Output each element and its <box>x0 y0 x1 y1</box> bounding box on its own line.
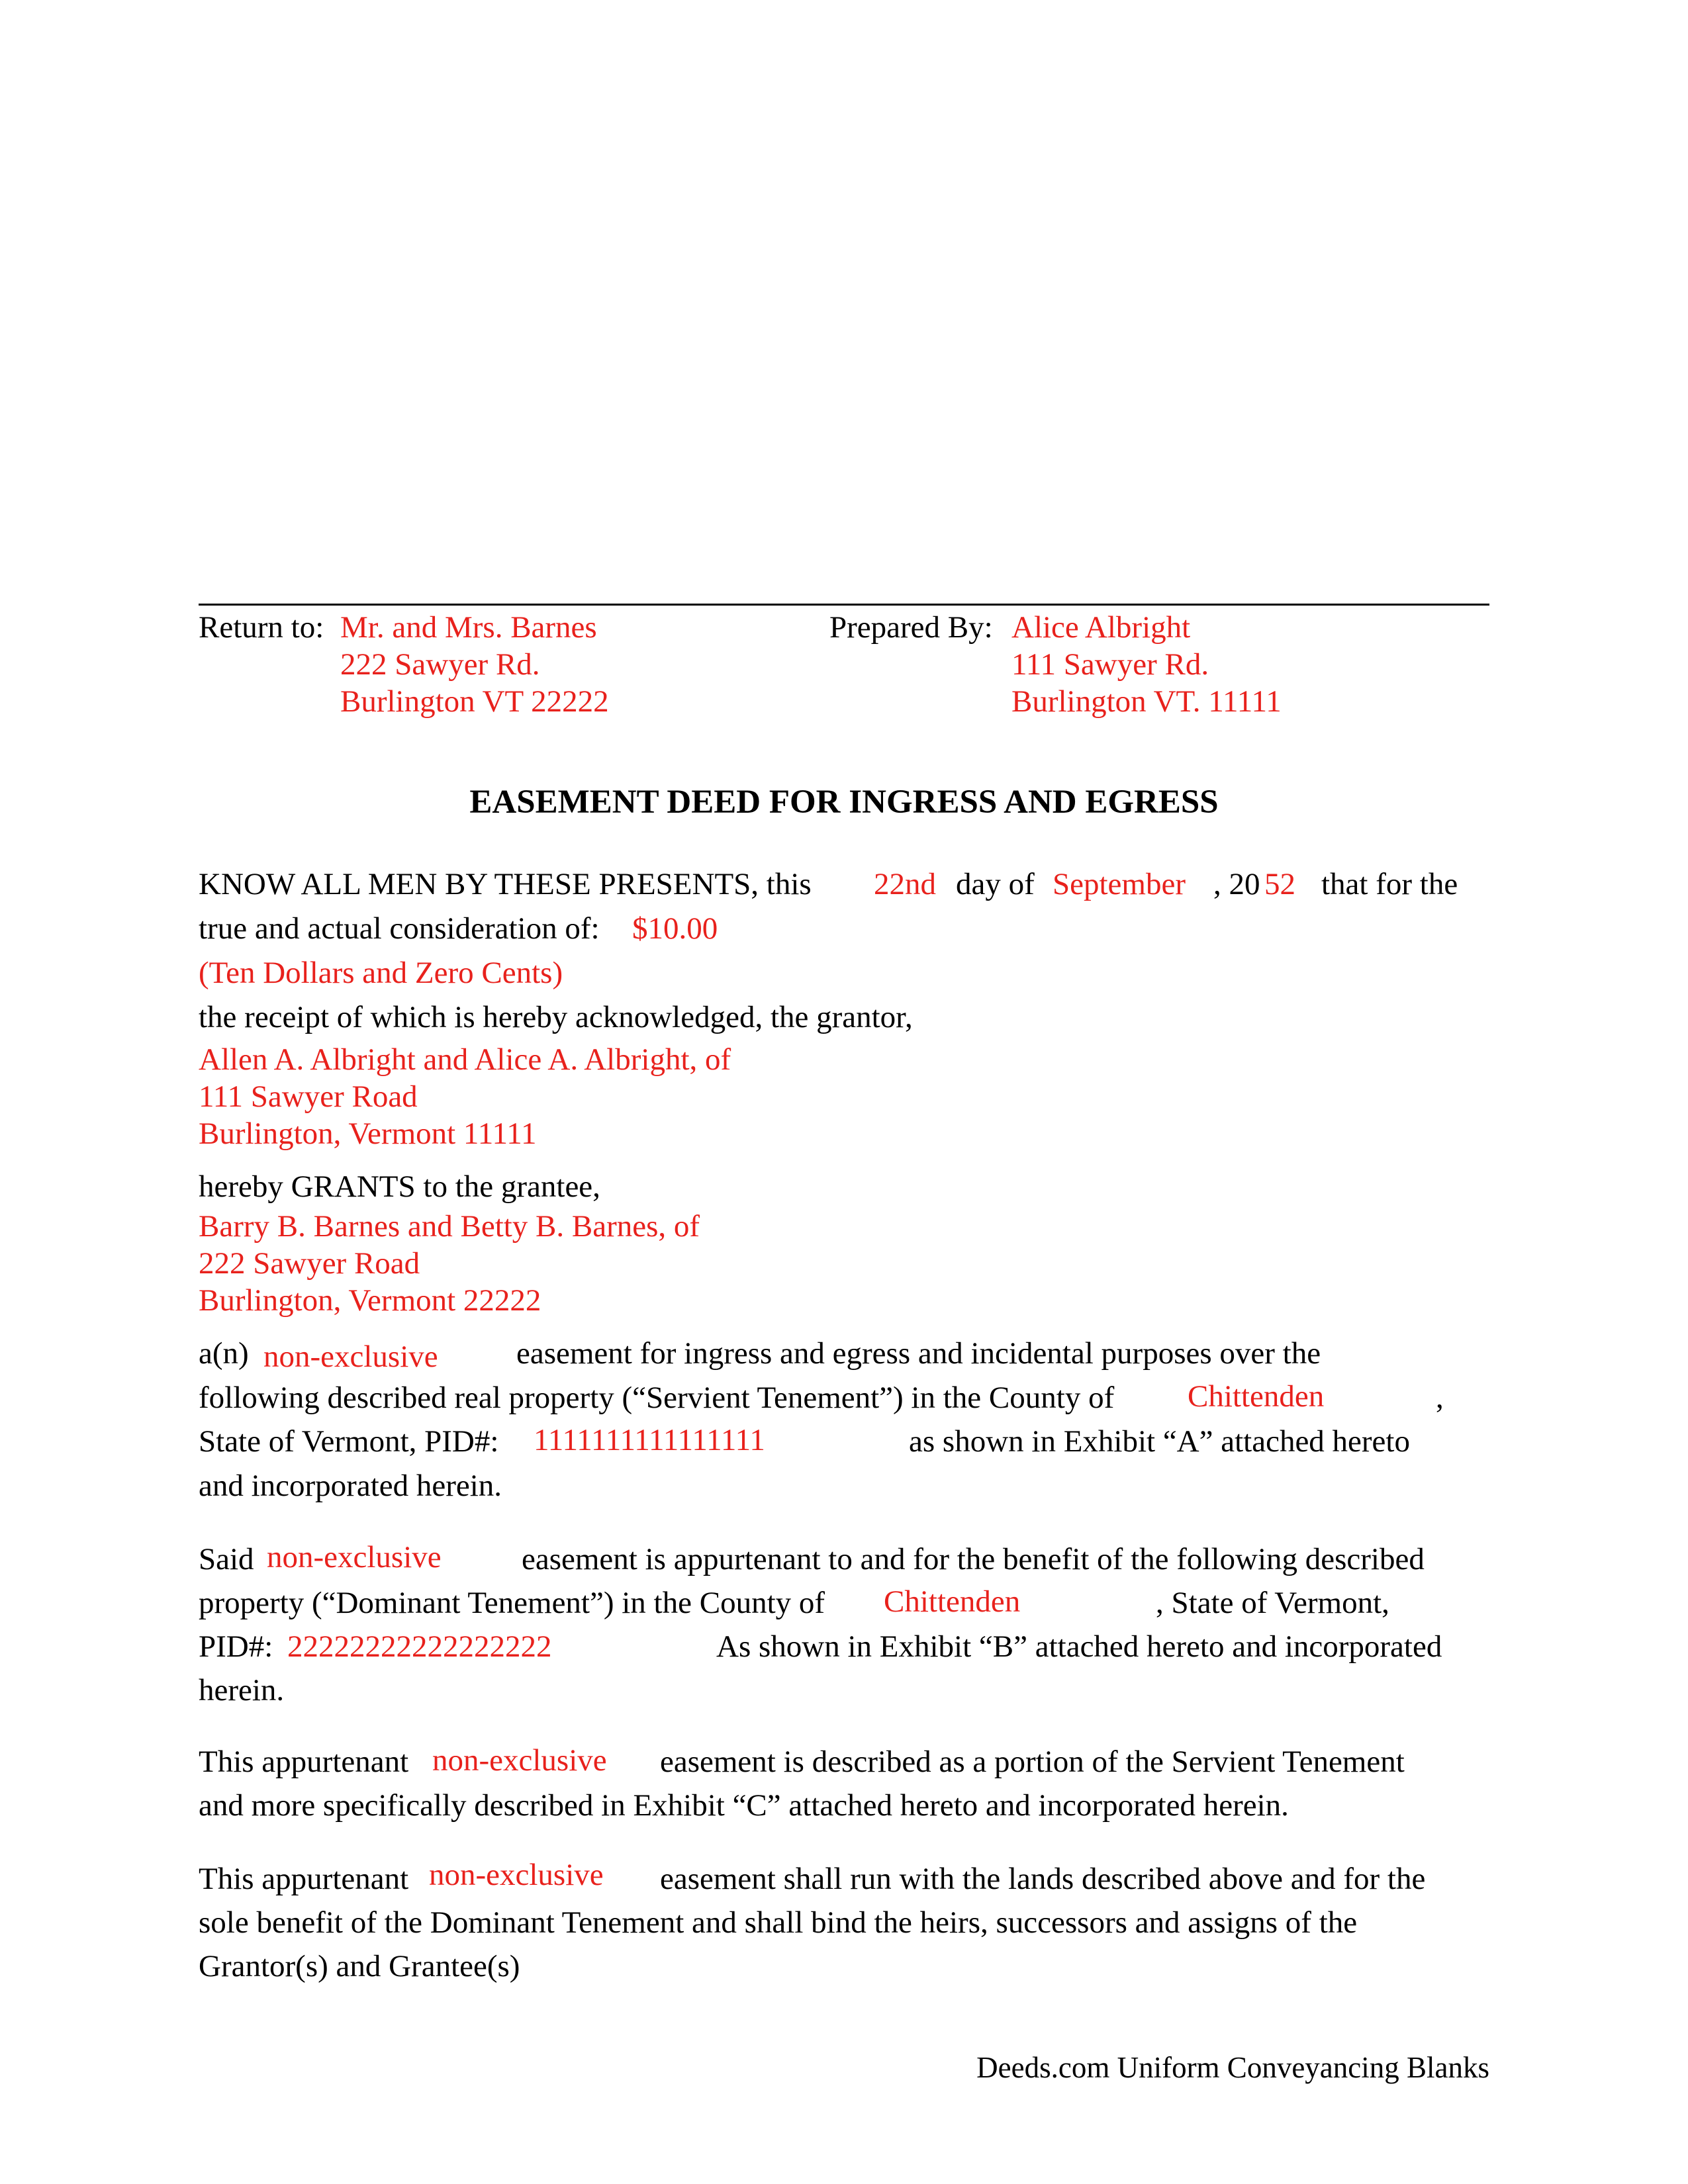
para2-said: Said <box>199 1542 254 1576</box>
intro-day-of: day of <box>956 867 1035 901</box>
para1-line4: and incorporated herein. <box>199 1469 502 1503</box>
para1-an: a(n) <box>199 1336 249 1371</box>
return-to-name: Mr. and Mrs. Barnes <box>340 610 597 645</box>
prepared-by-name: Alice Albright <box>1011 610 1191 645</box>
para2-county: Chittenden <box>884 1584 1021 1619</box>
para4-line2: sole benefit of the Dominant Tenement and shall bind the heirs, successors and assigns of the <box>199 1905 1358 1940</box>
para1-comma: , <box>1436 1381 1444 1415</box>
consideration-amount: $10.00 <box>632 911 718 946</box>
para2-line2-rest: , State of Vermont, <box>1156 1586 1389 1620</box>
grantor-street: 111 Sawyer Road <box>199 1079 418 1114</box>
footer-brand: Deeds.com Uniform Conveyancing Blanks <box>976 2051 1489 2084</box>
para3-line2: and more specifically described in Exhibit “C” attached hereto and incorporated herein. <box>199 1788 1289 1823</box>
intro-line1-start: KNOW ALL MEN BY THESE PRESENTS, this <box>199 867 812 901</box>
para3-easement-type: non-exclusive <box>432 1743 607 1778</box>
para1-line2-start: following described real property (“Servient Tenement”) in the County of <box>199 1381 1115 1415</box>
para2-line4: herein. <box>199 1673 285 1707</box>
para3-line1-rest: easement is described as a portion of the Servient Tenement <box>660 1745 1405 1779</box>
prepared-by-label: Prepared By: <box>829 610 993 645</box>
document-title: EASEMENT DEED FOR INGRESS AND EGRESS <box>469 784 1219 821</box>
grantee-names: Barry B. Barnes and Betty B. Barnes, of <box>199 1209 700 1244</box>
para2-line2-start: property (“Dominant Tenement”) in the County of <box>199 1586 825 1620</box>
grantee-street: 222 Sawyer Road <box>199 1246 420 1281</box>
receipt-line: the receipt of which is hereby acknowledged, the grantor, <box>199 1000 913 1034</box>
para1-line3-start: State of Vermont, PID#: <box>199 1424 499 1459</box>
prepared-by-street: 111 Sawyer Rd. <box>1011 647 1209 682</box>
para4-line1-rest: easement shall run with the lands described above and for the <box>660 1862 1426 1896</box>
para1-line1-rest: easement for ingress and egress and incidental purposes over the <box>516 1336 1321 1371</box>
intro-line2-start: true and actual consideration of: <box>199 911 600 946</box>
para2-easement-type: non-exclusive <box>267 1540 442 1574</box>
para3-start: This appurtenant <box>199 1745 409 1779</box>
return-to-label: Return to: <box>199 610 324 645</box>
prepared-by-city: Burlington VT. 11111 <box>1011 684 1282 719</box>
para4-easement-type: non-exclusive <box>429 1858 604 1892</box>
para2-line3-rest: As shown in Exhibit “B” attached hereto and incorporated <box>716 1629 1442 1664</box>
return-to-city: Burlington VT 22222 <box>340 684 609 719</box>
intro-year-suffix: 52 <box>1264 867 1295 901</box>
grants-line: hereby GRANTS to the grantee, <box>199 1169 600 1204</box>
grantor-city: Burlington, Vermont 11111 <box>199 1116 537 1151</box>
para4-line3: Grantor(s) and Grantee(s) <box>199 1949 520 1983</box>
para1-county: Chittenden <box>1188 1379 1325 1414</box>
intro-line1-end: that for the <box>1321 867 1458 901</box>
grantee-city: Burlington, Vermont 22222 <box>199 1283 541 1318</box>
para2-pid: 22222222222222222 <box>287 1629 552 1664</box>
para4-start: This appurtenant <box>199 1862 409 1896</box>
header-rule <box>199 604 1489 606</box>
para2-line1-rest: easement is appurtenant to and for the benefit of the following described <box>522 1542 1425 1576</box>
intro-day: 22nd <box>874 867 936 901</box>
grantor-names: Allen A. Albright and Alice A. Albright, of <box>199 1042 731 1077</box>
para1-line3-rest: as shown in Exhibit “A” attached hereto <box>909 1424 1410 1459</box>
para1-easement-type: non-exclusive <box>263 1340 438 1374</box>
consideration-amount-words: (Ten Dollars and Zero Cents) <box>199 956 563 990</box>
intro-year-prefix: , 20 <box>1213 867 1260 901</box>
intro-month: September <box>1053 867 1186 901</box>
para1-pid: 1111111111111111 <box>534 1423 765 1457</box>
para2-pid-label: PID#: <box>199 1629 273 1664</box>
return-to-street: 222 Sawyer Rd. <box>340 647 540 682</box>
